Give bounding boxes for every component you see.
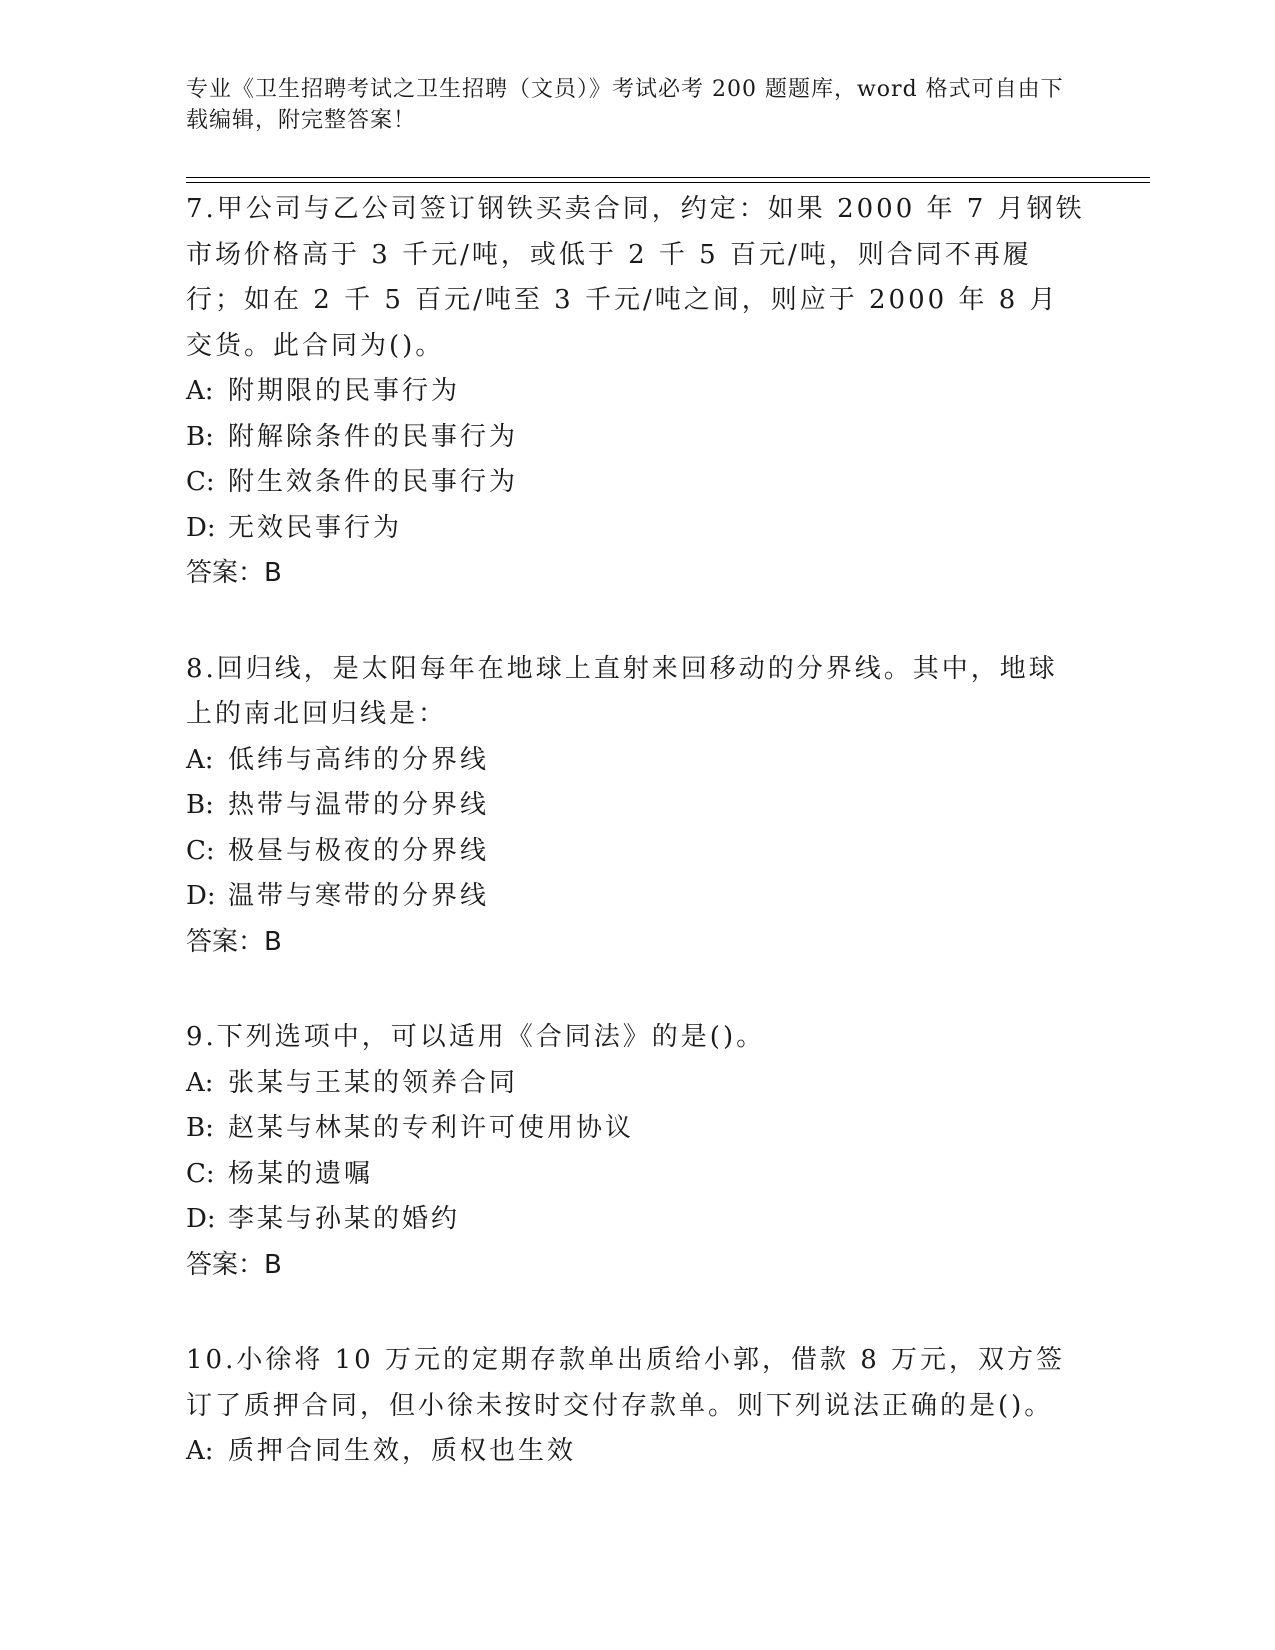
question-stem: 10.小徐将 10 万元的定期存款单出质给小郭，借款 8 万元，双方签订了质押合同，但小徐未按时交付存款单。则下列说法正确的是()。 [186, 1345, 1066, 1421]
question-7 [186, 187, 1086, 597]
option-letter: B: [186, 790, 214, 820]
question-list [186, 187, 1086, 1525]
option-letter: A: [186, 1436, 214, 1466]
question-9 [186, 1015, 1086, 1288]
option-letter: D: [186, 1204, 216, 1234]
option-text: 无效民事行为 [228, 512, 403, 543]
header-divider-bottom [186, 182, 1150, 183]
option-letter: C: [186, 467, 215, 497]
option-text: 李某与孙某的婚约 [228, 1204, 461, 1234]
option-a [186, 738, 1086, 784]
option-text: 杨某的遗嘱 [228, 1158, 374, 1189]
option-text: 附生效条件的民事行为 [228, 467, 519, 497]
option-d [186, 506, 1086, 552]
option-a [186, 1429, 1086, 1475]
answer-line: 答案：B [186, 1249, 282, 1280]
option-text: 附解除条件的民事行为 [228, 421, 519, 452]
option-text: 热带与温带的分界线 [228, 790, 490, 820]
option-letter: D: [186, 512, 216, 543]
option-text: 张某与王某的领养合同 [228, 1067, 519, 1098]
document-header: 专业《卫生招聘考试之卫生招聘（文员）》考试必考 200 题题库，word 格式可自由下载编辑，附完整答案！ [186, 77, 1064, 133]
option-text: 质押合同生效，质权也生效 [228, 1436, 577, 1466]
question-stem: 7.甲公司与乙公司签订钢铁买卖合同，约定：如果 2000 年 7 月钢铁市场价格高于 3 千元/吨，或低于 2 千 5 百元/吨，则合同不再履行；如在 2 千 5 百元/吨至 3 千元/吨之间，则应于 2000 年 8 月交货。此合同为()。 [186, 194, 1085, 361]
option-b [186, 1106, 1086, 1152]
option-letter: B: [186, 1113, 214, 1143]
option-c [186, 1152, 1086, 1198]
option-a [186, 1061, 1086, 1107]
answer-line: 答案：B [186, 558, 282, 588]
question-8 [186, 647, 1086, 966]
question-stem: 8.回归线，是太阳每年在地球上直射来回移动的分界线。其中，地球上的南北回归线是： [186, 653, 1058, 729]
answer-line: 答案：B [186, 926, 282, 957]
question-10 [186, 1338, 1086, 1475]
option-letter: D: [186, 881, 216, 911]
option-text: 低纬与高纬的分界线 [228, 744, 490, 775]
option-text: 温带与寒带的分界线 [228, 881, 490, 911]
option-text: 附期限的民事行为 [228, 376, 461, 406]
option-letter: A: [186, 376, 214, 406]
option-letter: A: [186, 744, 214, 775]
option-b [186, 415, 1086, 461]
option-a [186, 369, 1086, 415]
option-text: 极昼与极夜的分界线 [228, 835, 490, 866]
option-letter: A: [186, 1067, 214, 1098]
option-b [186, 783, 1086, 829]
option-letter: B: [186, 421, 214, 452]
option-d [186, 1197, 1086, 1243]
option-d [186, 874, 1086, 920]
option-c [186, 460, 1086, 506]
option-letter: C: [186, 1158, 215, 1189]
option-c [186, 829, 1086, 875]
option-letter: C: [186, 835, 215, 866]
option-text: 赵某与林某的专利许可使用协议 [228, 1113, 635, 1143]
question-stem: 9.下列选项中，可以适用《合同法》的是()。 [186, 1022, 766, 1052]
header-divider-top [186, 177, 1150, 178]
